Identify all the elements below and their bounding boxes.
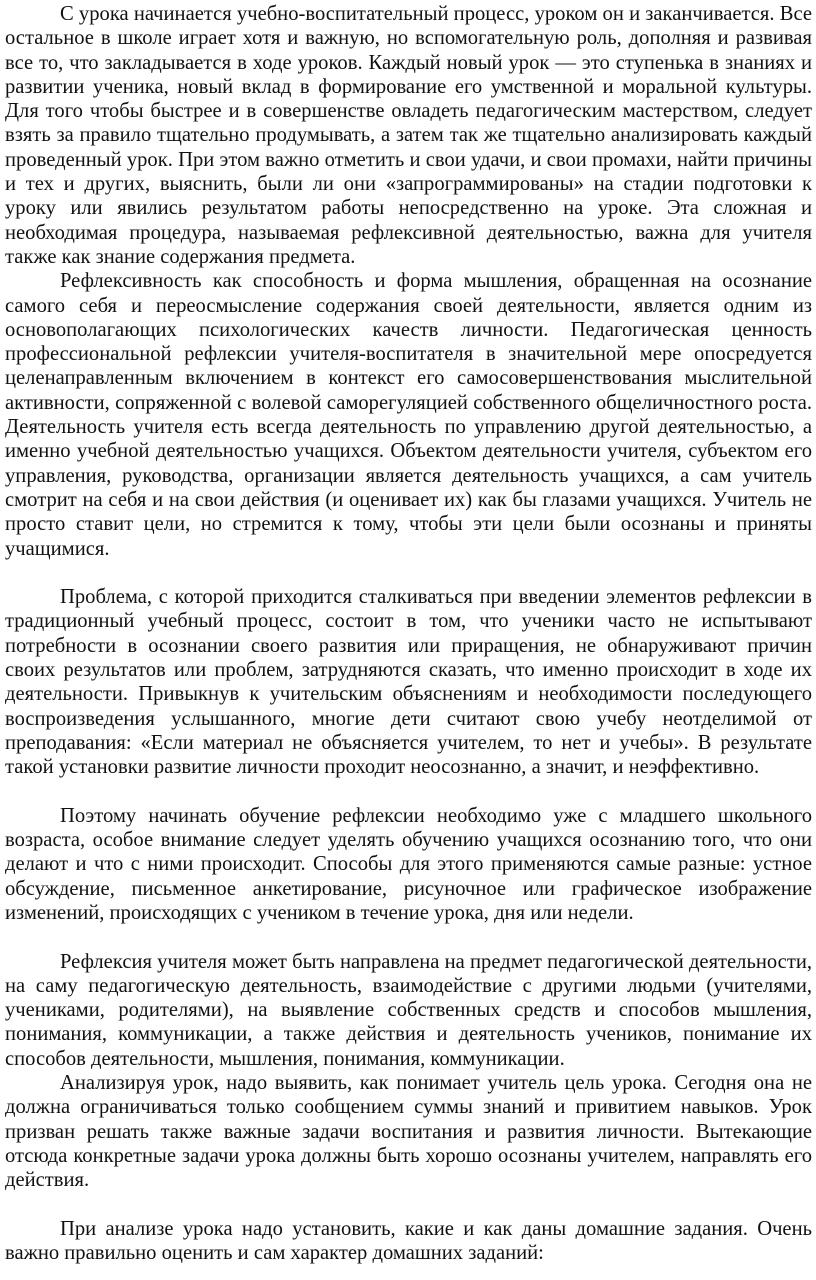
paragraph-teacher-reflection: Рефлексия учителя может быть направлена на предмет педагогической деятельности, на саму педагогическую деятельность, взаимодействие с другими людьми (учителями, учениками, родителями), на выявление собственных средств и способов мышления, понимания, коммуникации, а также действия и деятельность учеников, понимание их способов деятельности, мышления, понимания, коммуникации. (5, 950, 812, 1070)
paragraph-lesson-goal: Анализируя урок, надо выявить, как понимает учитель цель урока. Сегодня она не должна ограничиваться только сообщением суммы знаний и привитием навыков. Урок призван решать также важные задачи воспитания и развития личности. Вытекающие отсюда конкретные задачи урока должны быть хорошо осознаны учителем, направлять его действия. (5, 1072, 812, 1192)
paragraph-homework: При анализе урока надо установить, какие и как даны домашние задания. Очень важно правильно оценить и сам характер домашних заданий: (5, 1217, 812, 1265)
paragraph-gap (5, 1193, 812, 1217)
paragraph-early-teaching: Поэтому начинать обучение рефлексии необходимо уже с младшего школьного возраста, особое внимание следует уделять обучению учащихся осознанию того, что они делают и что с ними происходит. Способы для этого применяются самые разные: устное обсуждение, письменное анкетирование, рисуночное или графическое изображение изменений, происходящих с учеником в течение урока, дня или недели. (5, 804, 812, 924)
paragraph-gap (5, 780, 812, 804)
paragraph-lesson-process: С урока начинается учебно-воспитательный процесс, уроком он и заканчивается. Все остальное в школе играет хотя и важную, но вспомогательную роль, дополняя и развивая все то, что закладывается в ходе уроков. Каждый новый урок — это ступенька в знаниях и развитии ученика, новый вклад в формирование его умственной и моральной культуры. Для того чтобы быстрее и в совершенстве овладеть педагогическим мастерством, следует взять за правило тщательно продумывать, а затем так же тщательно анализировать каждый проведенный урок. При этом важно отметить и свои удачи, и свои промахи, найти причины и тех и других, выяснить, были ли они «запрограммированы» на стадии подготовки к уроку или явились результатом работы непосредственно на уроке. Эта сложная и необходимая процедура, называемая рефлексивной деятельностью, важна для учителя также как знание содержания предмета. (5, 3, 812, 268)
paragraph-reflexivity: Рефлексивность как способность и форма мышления, обращенная на осознание самого себя и переосмысление содержания своей деятельности, является одним из основополагающих психологических качеств личности. Педагогическая ценность профессиональной рефлексии учителя-воспитателя в значительной мере опосредуется целенаправленным включением в контекст его самосовершенствования мыслительной активности, сопряженной с волевой саморегуляцией собственного общеличностного роста. Деятельность учителя есть всегда деятельность по управлению другой деятельностью, а именно учебной деятельностью учащихся. Объектом деятельности учителя, субъектом его управления, руководства, организации является деятельность учащихся, а сам учитель смотрит на себя и на свои действия (и оценивает их) как бы глазами учащихся. Учитель не просто ставит цели, но стремится к тому, чтобы эти цели были осознаны и приняты учащимися. (5, 270, 812, 560)
paragraph-gap (5, 925, 812, 949)
paragraph-gap (5, 561, 812, 585)
paragraph-problem: Проблема, с которой приходится сталкиваться при введении элементов рефлексии в традиционный учебный процесс, состоит в том, что ученики часто не испытывают потребности в осознании своего развития или приращения, не обнаруживают причин своих результатов или проблем, затрудняются сказать, что именно происходит в ходе их деятельности. Привыкнув к учительским объяснениям и необходимости последующего воспроизведения услышанного, многие дети считают свою учебу неотделимой от преподавания: «Если материал не объясняется учителем, то нет и учебы». В результате такой установки развитие личности проходит неосознанно, а значит, и неэффективно. (5, 586, 812, 779)
